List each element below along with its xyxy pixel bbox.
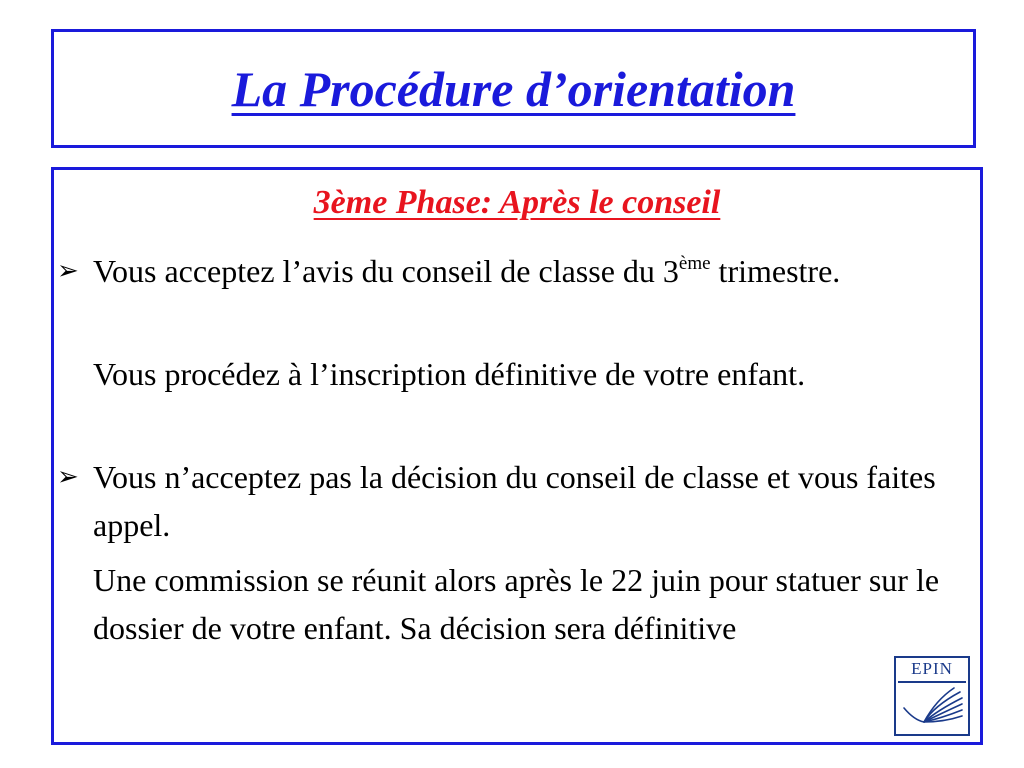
ordinal-suffix: ème <box>678 253 711 274</box>
bullet-text-2: Vous n’acceptez pas la décision du conseil de classe et vous faites appel. <box>93 459 936 543</box>
epin-logo <box>894 656 970 736</box>
bullet-continuation-2: Une commission se réunit alors après le 22 juin pour statuer sur le dossier de votre enfant. Sa décision sera définitive <box>93 562 940 646</box>
book-pages-icon <box>900 686 966 732</box>
arrow-bullet-icon: ➢ <box>57 462 79 492</box>
bullet-text-1-main: Vous acceptez l’avis du conseil de classe du 3 <box>93 253 679 289</box>
bullet-item-2 <box>57 453 963 549</box>
slide-title: La Procédure d’orientation <box>231 60 796 117</box>
bullet-text-1 <box>93 253 840 289</box>
logo-divider <box>898 681 966 683</box>
bullet-text-1-end: trimestre. <box>710 253 841 289</box>
bullet-item-1 <box>57 247 963 295</box>
logo-text: EPIN <box>911 659 953 678</box>
title-box <box>51 29 976 148</box>
section-subtitle: 3ème Phase: Après le conseil <box>313 184 721 221</box>
arrow-bullet-icon: ➢ <box>57 256 79 286</box>
bullet-continuation-1: Vous procédez à l’inscription définitive de votre enfant. <box>93 356 806 392</box>
content-box <box>51 167 983 745</box>
